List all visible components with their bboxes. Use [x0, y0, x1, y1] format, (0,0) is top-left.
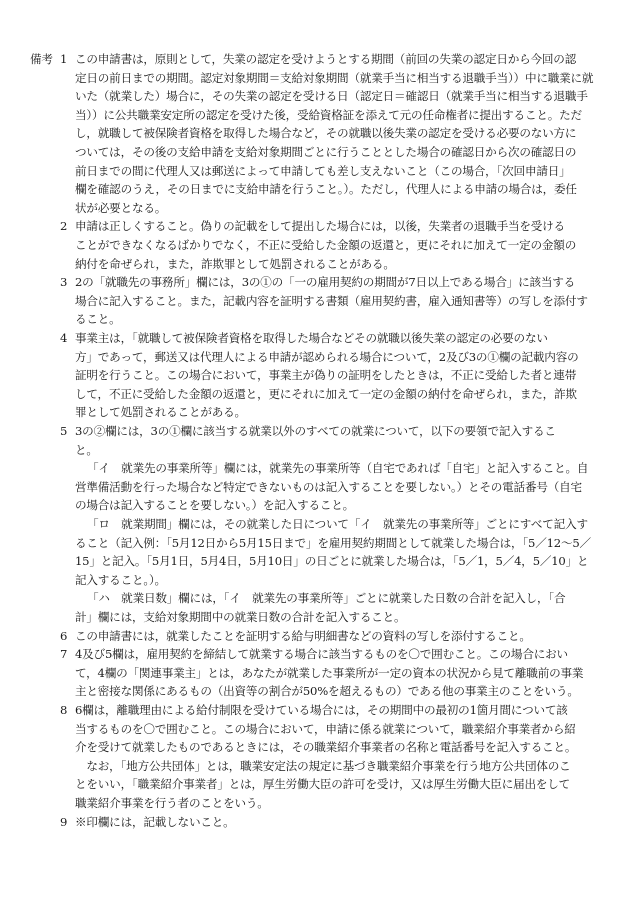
- note-number: 4: [60, 331, 68, 345]
- note-line: ※印欄には，記載しないこと。: [75, 814, 235, 829]
- note-line: 事業主は，「就職して被保険者資格を取得した場合などその就職以後失業の認定の必要のない: [75, 331, 548, 345]
- notes-heading: 備考: [30, 52, 53, 66]
- note-line: 証明を行うこと。この場合において，事業主が偽りの証明をしたときは，不正に受給した者と連帯: [75, 368, 577, 383]
- note-line: 欄を確認のうえ，その日までに支給申請を行うこと。）。ただし，代理人による申請の場合は，委任: [75, 182, 577, 197]
- note-line: 15」と記入。「5月1日，5月4日，5月10日」の日ごとに就業した場合は，「5／1，5／4，5／10」と: [75, 554, 589, 569]
- note-line: とをいい，「職業紹介事業者」とは，厚生労働大臣の許可を受け，又は厚生労働大臣に届出をして: [75, 777, 571, 792]
- note-line: 「イ 就業先の事業所等」欄には，就業先の事業所等（自宅であれば「自宅」と記入すること。自: [87, 461, 589, 476]
- note-line: して，不正に受給した金額の返還と，更にそれに加えて一定の金額の納付を命ぜられ，また，詐欺: [75, 386, 577, 401]
- note-line: 記入すること。）。: [75, 572, 166, 587]
- note-line: ること（記入例：「5月12日から5月15日まで」を雇用契約期間として就業した場合は，「5／12～5／: [75, 535, 591, 550]
- note-line: ること。: [75, 312, 121, 327]
- note-line: 計」欄には，支給対象期間中の就業日数の合計を記入すること。: [75, 609, 406, 624]
- note-number: 7: [60, 647, 68, 662]
- note-5-subitem: [75, 515, 605, 589]
- note-number: 2: [60, 219, 68, 234]
- note-line: いた（就業した）場合に，その失業の認定を受ける日（認定日＝確認日（就業手当に相当する退職手: [75, 89, 588, 104]
- note-5-subitem: [75, 589, 605, 626]
- note-line: 納付を命ぜられ，また，詐欺罪として処罰されることがある。: [75, 256, 395, 271]
- note-line: 当））に公共職業安定所の認定を受けた後，受給資格証を添えて元の任命権者に提出すること。ただ: [75, 107, 582, 122]
- note-line: この申請書には，就業したことを証明する給与明細書などの資料の写しを添付すること。: [75, 628, 531, 643]
- note-line: 場合に記入すること。また，記載内容を証明する書類（雇用契約書，雇入通知書等）の写しを添付す: [75, 293, 588, 308]
- note-line: 6欄は，離職理由による給付制限を受けている場合には，その期間中の最初の1箇月間について該: [75, 703, 568, 717]
- note-line: て，4欄の「関連事業主」とは，あなたが就業した事業所が一定の資本の状況から見て離職前の事業: [75, 665, 584, 680]
- note-line: なお，「地方公共団体」とは，職業安定法の規定に基づき職業紹介事業を行う地方公共団体のこ: [75, 758, 571, 773]
- note-line: し，就職して被保険者資格を取得した場合など，その就職以後失業の認定を受ける必要のない方に: [75, 126, 577, 141]
- note-line: 介を受けて就業したものであるときには，その職業紹介事業者の名称と電話番号を記入すること。: [75, 740, 577, 755]
- note-line: 当するものを〇で囲むこと。この場合において，申請に係る就業について，職業紹介事業者から紹: [75, 721, 576, 736]
- note-line: 罪として処罰されることがある。: [75, 405, 246, 420]
- note-line: 「ロ 就業期間」欄には，その就業した日について「イ 就業先の事業所等」ごとにすべて記入す: [87, 517, 588, 531]
- note-line: ことができなくなるばかりでなく，不正に受給した金額の返還と，更にそれに加えて一定の金額の: [75, 237, 577, 252]
- note-number: 6: [60, 628, 68, 643]
- note-number: 5: [60, 424, 68, 438]
- note-line: 前日までの間に代理人又は郵送によって申請しても差し支えないこと（この場合，「次回申請日」: [75, 163, 571, 178]
- note-line: 3の②欄には，3の①欄に該当する就業以外のすべての就業について，以下の要領で記入するこ: [75, 424, 556, 438]
- note-line: 4及び5欄は，雇用契約を締結して就業する場合に該当するものを〇で囲むこと。この場合におい: [75, 647, 568, 662]
- note-line: 主と密接な関係にあるもの（出資等の割合が50%を超えるもの）である他の事業主のことをいう。: [75, 684, 579, 699]
- note-line: ついては，その後の支給申請を支給対象期間ごとに行うこととした場合の確認日から次の確認日の: [75, 144, 577, 159]
- note-line: 職業紹介事業を行う者のことをいう。: [75, 795, 269, 810]
- note-line: 「ハ 就業日数」欄には，「イ 就業先の事業所等」ごとに就業した日数の合計を記入し，「合: [87, 591, 566, 606]
- note-line: と。: [75, 442, 98, 457]
- note-line: 営準備活動を行った場合など特定できないものは記入することを要しない。）とその電話番号（自宅: [75, 479, 582, 494]
- note-line: 状が必要となる。: [75, 200, 167, 215]
- note-number: 3: [60, 275, 68, 290]
- note-number: 8: [60, 703, 68, 717]
- note-line: 定日の前日までの期間。認定対象期間＝支給対象期間（就業手当に相当する退職手当））中に職業に就: [75, 70, 594, 85]
- note-line: この申請書は，原則として，失業の認定を受けようとする期間（前回の失業の認定日から今回の認: [75, 52, 577, 66]
- note-line: の場合は記入することを要しない。）を記入すること。: [75, 498, 355, 513]
- note-line: 方」であって，郵送又は代理人による申請が認められる場合について，2及び3の①欄の記載内容の: [75, 349, 579, 364]
- note-5-subitem: [75, 459, 605, 515]
- note-number: 9: [60, 814, 68, 829]
- note-line: 申請は正しくすること。偽りの記載をして提出した場合には，以後，失業者の退職手当を受ける: [75, 219, 565, 234]
- note-line: 2の「就職先の事務所」欄には，3の①の「一の雇用契約の期間が7日以上である場合」に該当する: [75, 275, 576, 290]
- note-number: 1: [60, 52, 68, 66]
